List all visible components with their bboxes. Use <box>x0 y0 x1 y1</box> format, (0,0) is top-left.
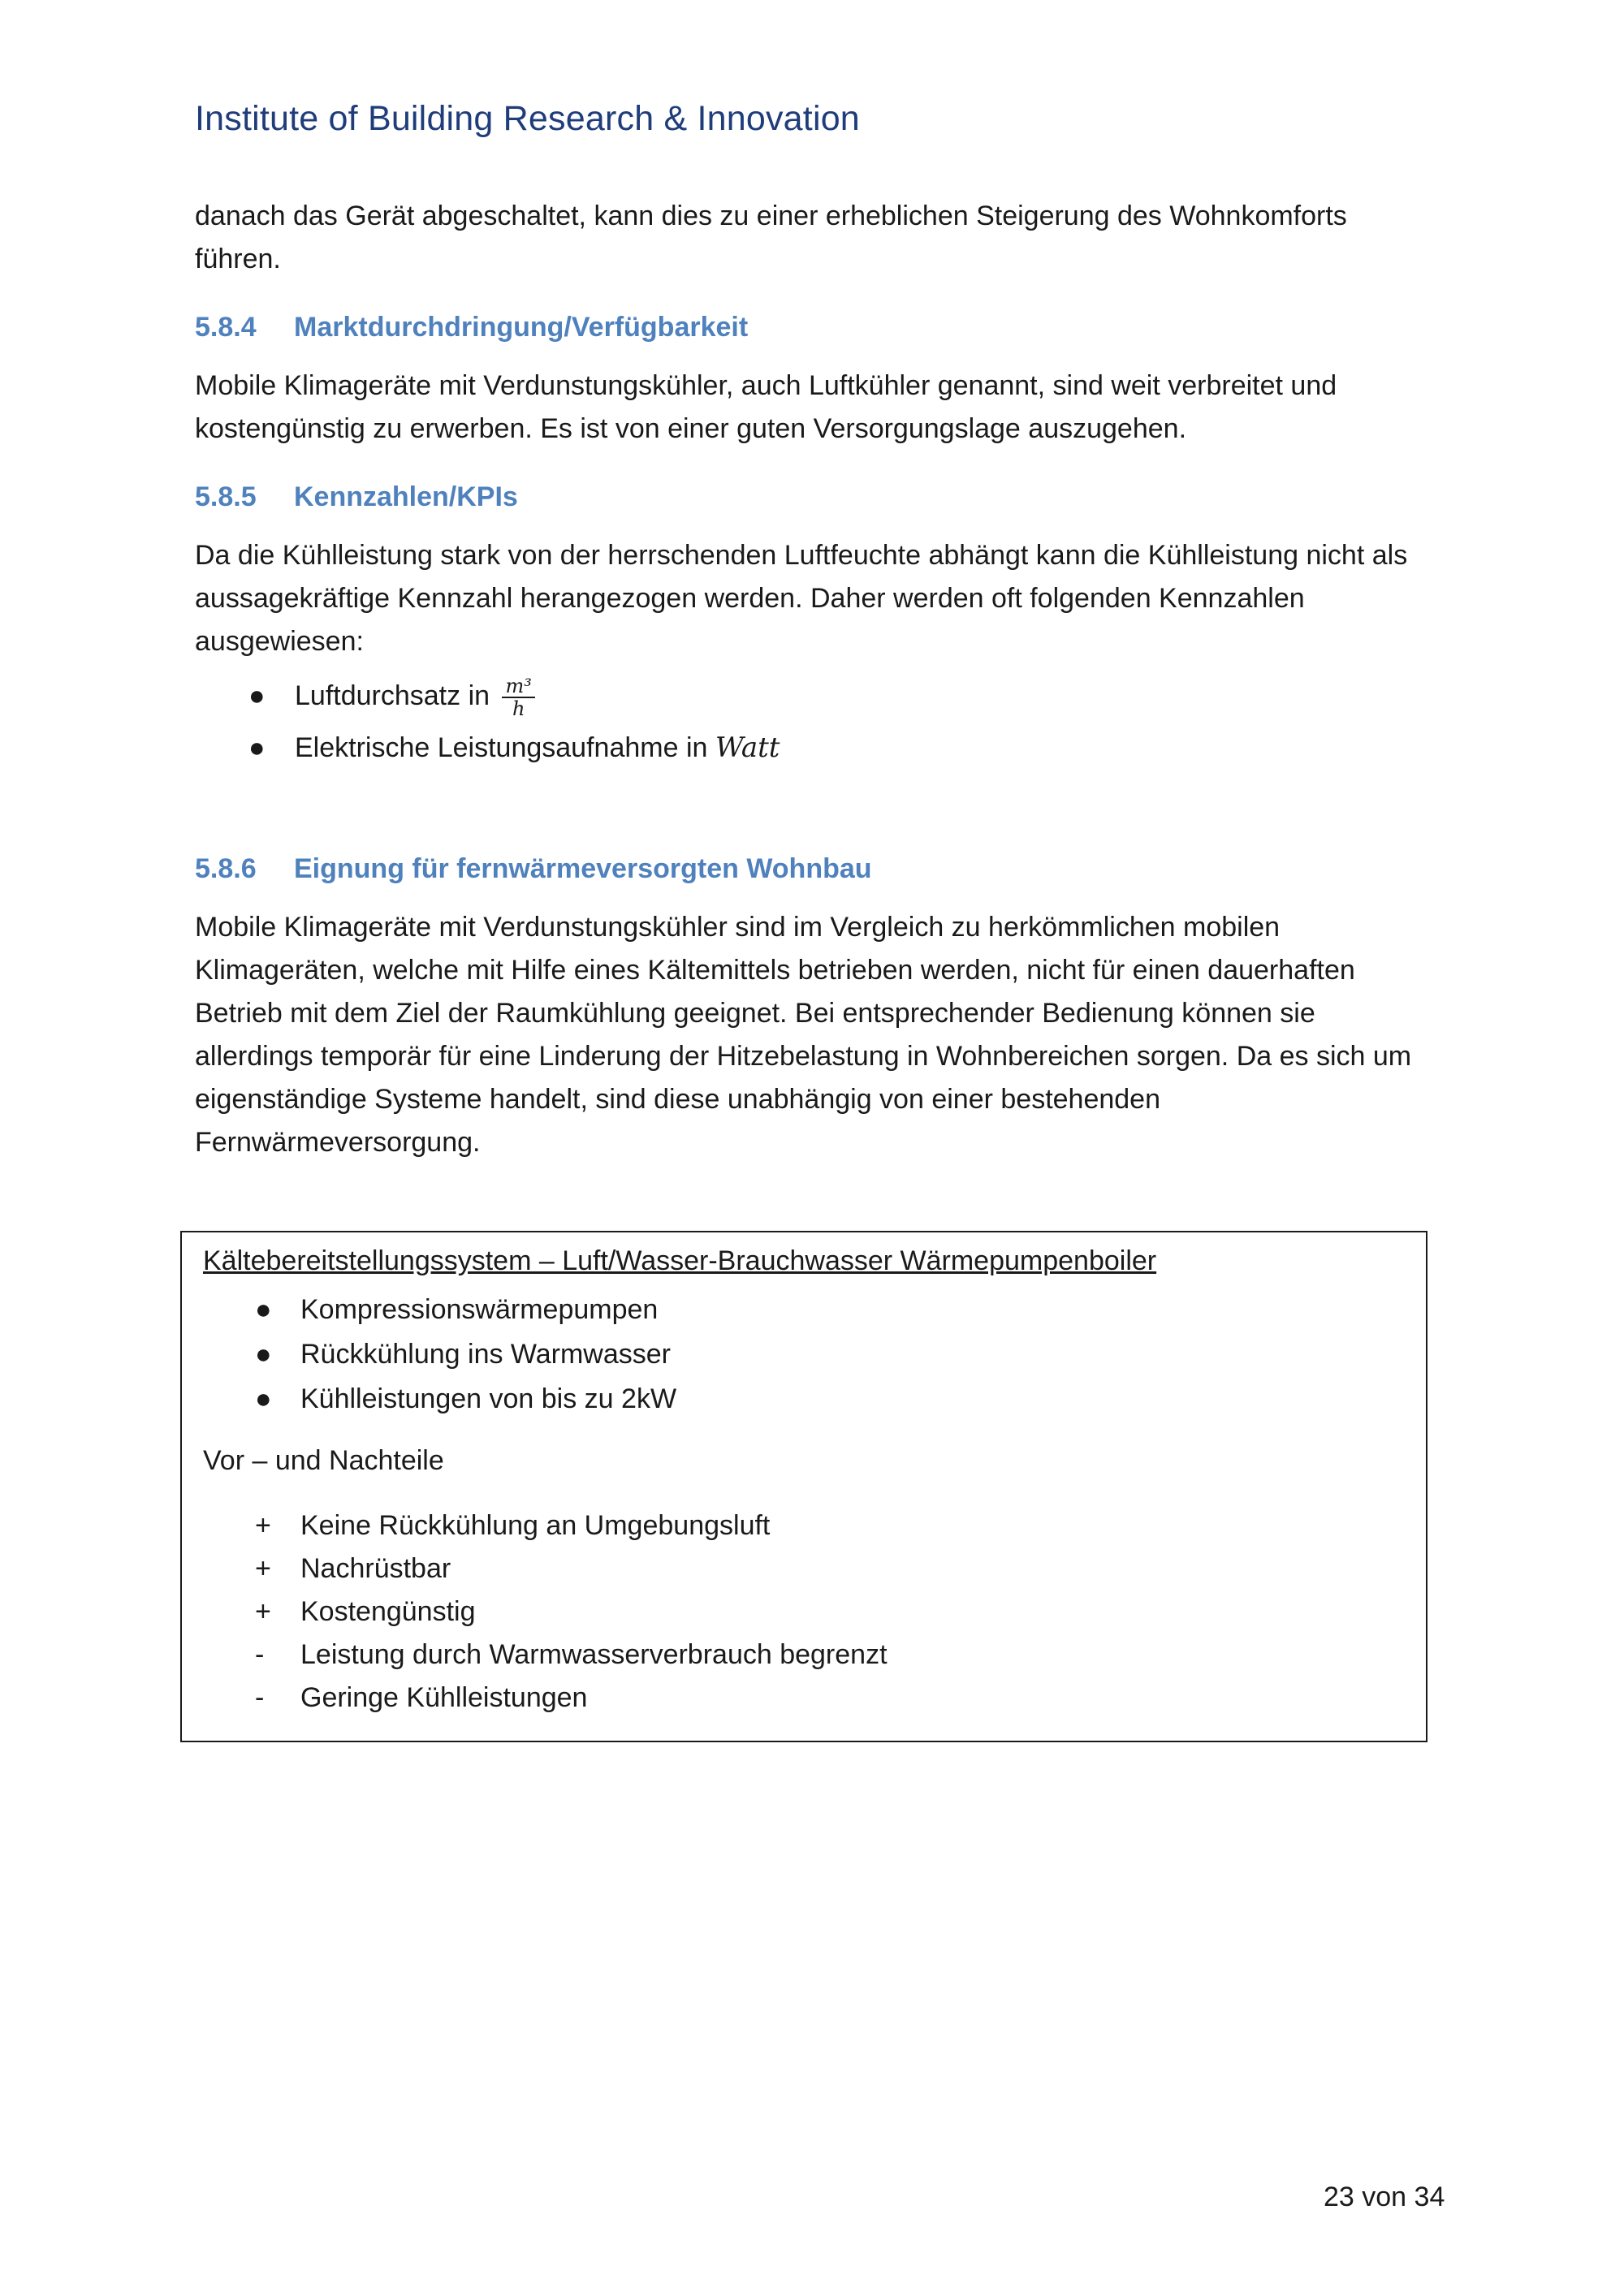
section-number: 5.8.6 <box>195 853 257 884</box>
page-number: 23 von 34 <box>1324 2182 1445 2212</box>
section-heading-5-8-4 <box>195 312 1437 343</box>
section-heading-5-8-6 <box>195 853 1437 885</box>
bullet-icon: ● <box>248 732 266 763</box>
list-item: ● Kühlleistungen von bis zu 2kW <box>182 1377 676 1422</box>
box-subtitle: Vor – und Nachteile <box>203 1445 444 1476</box>
section-heading-5-8-5 <box>195 481 1437 513</box>
section-title: Kennzahlen/KPIs <box>294 481 518 512</box>
bullet-icon: ● <box>248 680 266 711</box>
section-title: Eignung für fernwärmeversorgten Wohnbau <box>294 853 872 884</box>
list-item: + Kostengünstig <box>182 1590 888 1634</box>
list-item: ● Luftdurchsatz in $\frac{\text{m³}}{h}$ <box>195 670 1437 722</box>
list-item: - Leistung durch Warmwasserverbrauch begrenzt <box>182 1634 888 1677</box>
plus-icon: + <box>255 1596 271 1627</box>
pros-cons-list <box>182 1504 888 1720</box>
summary-box <box>180 1231 1427 1742</box>
section-title: Marktdurchdringung/Verfügbarkeit <box>294 312 749 343</box>
plus-icon: + <box>255 1510 271 1541</box>
unit-watt: Watt <box>715 732 780 764</box>
minus-icon: - <box>255 1682 265 1713</box>
unit-fraction: $\frac{\text{m³}}{h}$ <box>502 675 534 719</box>
section-paragraph-5-8-5: Da die Kühlleistung stark von der herrschenden Luftfeuchte abhängt kann die Kühlleistung nicht als aussagekräftige Kennzahl herangezogen werden. Daher werden oft folgenden Kennzahlen ausgewiesen: <box>195 540 1408 657</box>
page-header-institute: Institute of Building Research & Innovation <box>195 99 860 138</box>
list-item: - Geringe Kühlleistungen <box>182 1677 888 1720</box>
box-title: Kältebereitstellungssystem – Luft/Wasser-Brauchwasser Wärmepumpenboiler <box>203 1245 1157 1276</box>
list-item: ● Rückkühlung ins Warmwasser <box>182 1332 676 1377</box>
section-paragraph-5-8-4: Mobile Klimageräte mit Verdunstungskühler, auch Luftkühler genannt, sind weit verbreitet und kostengünstig zu erwerben. Es ist von einer guten Versorgungslage auszugehen. <box>195 370 1337 444</box>
section-number: 5.8.5 <box>195 481 257 512</box>
list-item: ● Elektrische Leistungsaufnahme in Watt <box>195 722 1437 774</box>
bullet-icon: ● <box>255 1383 272 1414</box>
intro-paragraph: danach das Gerät abgeschaltet, kann dies zu einer erheblichen Steigerung des Wohnkomforts führen. <box>195 201 1347 274</box>
list-item: ● Kompressionswärmepumpen <box>182 1288 676 1332</box>
bullet-icon: ● <box>255 1294 272 1325</box>
feature-list <box>182 1288 676 1422</box>
plus-icon: + <box>255 1553 271 1584</box>
bullet-icon: ● <box>255 1339 272 1370</box>
list-item: + Keine Rückkühlung an Umgebungsluft <box>182 1504 888 1547</box>
kpi-list <box>195 670 1437 774</box>
document-body <box>195 195 1437 1164</box>
section-paragraph-5-8-6: Mobile Klimageräte mit Verdunstungskühler sind im Vergleich zu herkömmlichen mobilen Klimageräten, welche mit Hilfe eines Kältemittels betrieben werden, nicht für einen dauerhaften Betrieb mit dem Ziel der Raumkühlung geeignet. Bei entsprechender Bedienung können sie allerdings temporär für eine Linderung der Hitzebelastung in Wohnbereichen sorgen. Da es sich um eigenständige Systeme handelt, sind diese unabhängig von einer bestehenden Fernwärmeversorgung. <box>195 912 1412 1158</box>
list-item: + Nachrüstbar <box>182 1547 888 1590</box>
minus-icon: - <box>255 1639 265 1670</box>
section-number: 5.8.4 <box>195 312 257 343</box>
